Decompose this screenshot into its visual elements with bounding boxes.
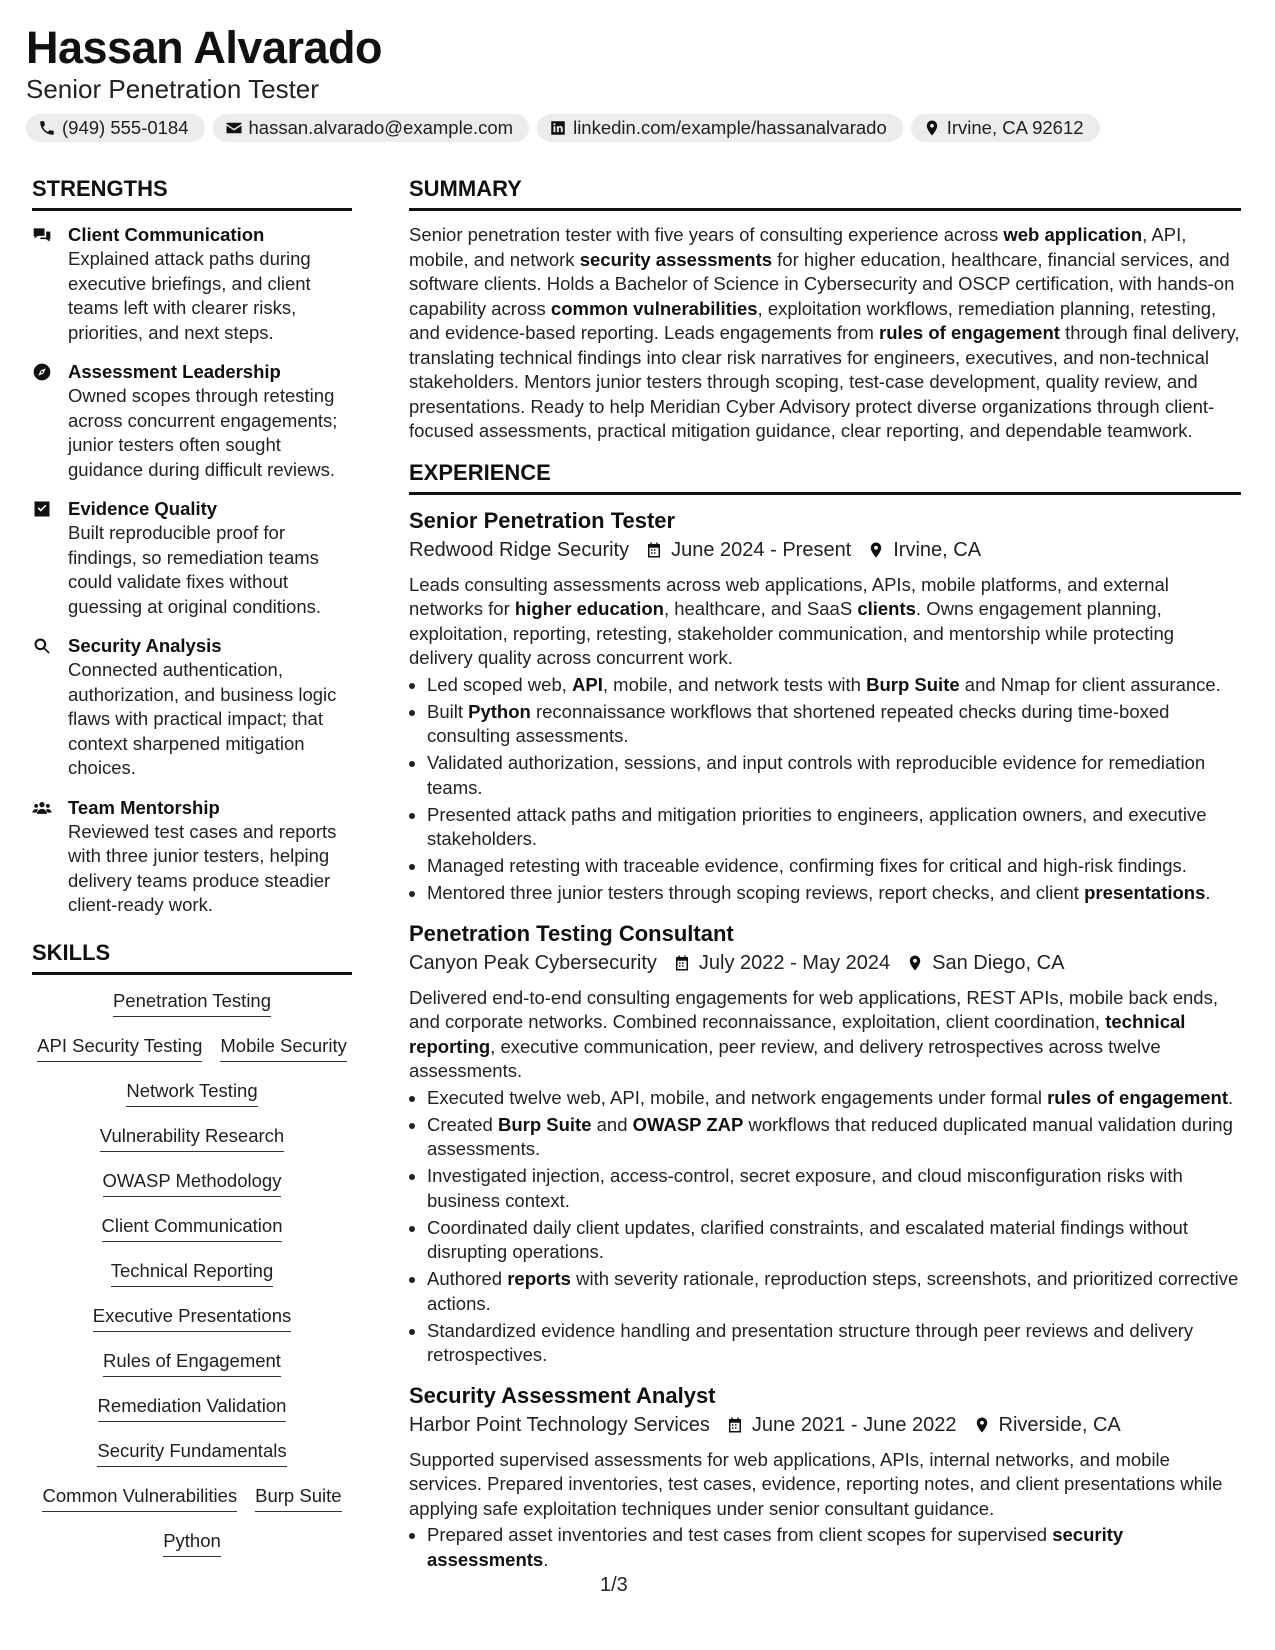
job-bullet: • Authored reports with severity rationale, reproduction steps, screenshots, and prioritized corrective actions. bbox=[427, 1267, 1241, 1316]
strength-title: Evidence Quality bbox=[68, 498, 218, 519]
strengths-heading: STRENGTHS bbox=[32, 176, 352, 211]
candidate-title: Senior Penetration Tester bbox=[26, 74, 319, 104]
job-meta bbox=[409, 948, 1241, 978]
job-location: Irvine, CA bbox=[893, 538, 982, 561]
map-pin-icon bbox=[867, 540, 885, 560]
strength-item bbox=[32, 634, 352, 781]
skill-tag: Common Vulnerabilities bbox=[42, 1484, 237, 1512]
job-title: Senior Penetration Tester bbox=[409, 507, 676, 533]
strength-item bbox=[32, 497, 352, 619]
contact-phone-text: (949) 555-0184 bbox=[62, 117, 189, 138]
job-bullet: • Built Python reconnaissance workflows that shortened repeated checks during time-boxed consulting assessments. bbox=[427, 700, 1241, 749]
contact-email[interactable] bbox=[213, 114, 530, 142]
calendar-icon bbox=[726, 1415, 744, 1435]
strength-item bbox=[32, 223, 352, 345]
contact-location-text: Irvine, CA 92612 bbox=[946, 117, 1084, 138]
job-entry bbox=[409, 1382, 1241, 1573]
skill-tag: Rules of Engagement bbox=[103, 1349, 281, 1377]
skill-tag: Client Communication bbox=[102, 1214, 283, 1242]
job-dates: July 2022 - May 2024 bbox=[698, 951, 891, 974]
calendar-icon bbox=[673, 953, 691, 973]
job-title: Security Assessment Analyst bbox=[409, 1382, 716, 1408]
job-company: Harbor Point Technology Services bbox=[409, 1413, 710, 1436]
skill-tag: Technical Reporting bbox=[111, 1259, 273, 1287]
page-number: 1/3 bbox=[600, 1574, 628, 1596]
map-pin-icon bbox=[923, 119, 941, 137]
skill-tag: API Security Testing bbox=[37, 1034, 202, 1062]
job-bullet: • Prepared asset inventories and test cases from client scopes for supervised security assessments. bbox=[427, 1523, 1241, 1572]
job-description: Delivered end-to-end consulting engagements for web applications, REST APIs, mobile back ends, and corporate networks. Combined reconnaissance, exploitation, client coordination, technical reporting, executive communication, peer review, and delivery retrospectives across twelve assessments. bbox=[409, 986, 1218, 1081]
skill-tag: Penetration Testing bbox=[113, 989, 271, 1017]
linkedin-icon bbox=[549, 119, 567, 137]
contact-location[interactable] bbox=[911, 114, 1100, 142]
job-bullets bbox=[409, 1523, 1241, 1572]
job-bullet: • Executed twelve web, API, mobile, and network engagements under formal rules of engagement. bbox=[427, 1086, 1241, 1111]
strength-title: Security Analysis bbox=[68, 635, 222, 656]
skill-tag: Remediation Validation bbox=[98, 1394, 287, 1422]
skill-tag: Vulnerability Research bbox=[100, 1124, 284, 1152]
job-bullet: • Investigated injection, access-control, secret exposure, and cloud misconfiguration risks with business context. bbox=[427, 1164, 1241, 1213]
skill-tag: Python bbox=[163, 1529, 221, 1557]
strength-title: Assessment Leadership bbox=[68, 361, 281, 382]
candidate-name: Hassan Alvarado bbox=[26, 22, 382, 73]
right-column bbox=[409, 176, 1241, 1586]
contact-phone[interactable] bbox=[26, 114, 205, 142]
job-company: Canyon Peak Cybersecurity bbox=[409, 951, 657, 974]
job-meta bbox=[409, 1410, 1241, 1440]
job-bullets bbox=[409, 1086, 1241, 1368]
job-bullet: • Managed retesting with traceable evidence, confirming fixes for critical and high-risk findings. bbox=[427, 854, 1241, 879]
job-description: Supported supervised assessments for web applications, APIs, internal networks, and mobile services. Prepared inventories, test cases, evidence, reporting notes, and client presentations while applying safe exploitation techniques under senior consultant guidance. bbox=[409, 1448, 1223, 1519]
strength-item bbox=[32, 796, 352, 918]
job-entry bbox=[409, 507, 1241, 906]
users-icon bbox=[32, 798, 52, 818]
skill-tag: OWASP Methodology bbox=[103, 1169, 282, 1197]
strength-desc: Connected authentication, authorization, and business logic flaws with practical impact; that context sharpened mitigation choices. bbox=[68, 659, 337, 778]
job-bullet: • Standardized evidence handling and presentation structure through peer reviews and delivery retrospectives. bbox=[427, 1319, 1241, 1368]
strength-desc: Reviewed test cases and reports with three junior testers, helping delivery teams produce steadier client-ready work. bbox=[68, 820, 337, 915]
strength-desc: Owned scopes through retesting across concurrent engagements; junior testers often sought guidance during difficult reviews. bbox=[68, 385, 338, 480]
summary-heading: SUMMARY bbox=[409, 176, 1241, 211]
job-bullet: • Validated authorization, sessions, and input controls with reproducible evidence for remediation teams. bbox=[427, 751, 1241, 800]
compass-icon bbox=[32, 362, 52, 382]
phone-icon bbox=[38, 119, 56, 137]
skill-tag: Network Testing bbox=[126, 1079, 257, 1107]
job-location: San Diego, CA bbox=[932, 951, 1065, 974]
skills-list bbox=[32, 989, 352, 1557]
magnifier-icon bbox=[32, 636, 52, 656]
contact-bar bbox=[26, 114, 1100, 142]
skill-tag: Security Fundamentals bbox=[97, 1439, 286, 1467]
job-location: Riverside, CA bbox=[998, 1413, 1121, 1436]
strength-title: Team Mentorship bbox=[68, 796, 220, 818]
job-company: Redwood Ridge Security bbox=[409, 538, 630, 561]
job-dates: June 2021 - June 2022 bbox=[751, 1413, 957, 1436]
summary-text: Senior penetration tester with five years of consulting experience across web application, API, mobile, and network security assessments for higher education, healthcare, financial services, and software clients. Holds a Bachelor of Science in Cybersecurity and OSCP certification, with hands-on capability across common vulnerabilities, exploitation workflows, remediation planning, retesting, and evidence-based reporting. Leads engagements from rules of engagement through final delivery, translating technical findings into clear risk narratives for engineers, executives, and non-technical stakeholders. Mentors junior testers through scoping, test-case development, quality review, and presentations. Ready to help Meridian Cyber Advisory protect diverse organizations through client-focused assessments, practical mitigation guidance, clear reporting, and dependable teamwork. bbox=[409, 224, 1240, 441]
strength-title: Client Communication bbox=[68, 224, 265, 245]
job-description: Leads consulting assessments across web applications, APIs, mobile platforms, and external networks for higher education, healthcare, and SaaS clients. Owns engagement planning, exploitation, reporting, retesting, stakeholder communication, and mentorship while protecting delivery quality across concurrent work. bbox=[409, 573, 1175, 668]
skill-tag: Burp Suite bbox=[255, 1484, 341, 1512]
contact-email-text: hassan.alvarado@example.com bbox=[248, 117, 514, 138]
skills-heading: SKILLS bbox=[32, 940, 352, 975]
envelope-icon bbox=[225, 119, 243, 137]
contact-linkedin-text: linkedin.com/example/hassanalvarado bbox=[573, 117, 887, 138]
job-bullet: • Mentored three junior testers through scoping reviews, report checks, and client presentations. bbox=[427, 881, 1241, 906]
job-bullet: • Created Burp Suite and OWASP ZAP workflows that reduced duplicated manual validation during assessments. bbox=[427, 1113, 1241, 1162]
strength-desc: Built reproducible proof for findings, so remediation teams could validate fixes without guessing at original conditions. bbox=[68, 522, 321, 617]
experience-heading: EXPERIENCE bbox=[409, 460, 1241, 495]
calendar-icon bbox=[645, 540, 663, 560]
job-bullet: • Presented attack paths and mitigation priorities to engineers, application owners, and executive stakeholders. bbox=[427, 803, 1241, 852]
left-column bbox=[32, 176, 352, 1557]
job-meta bbox=[409, 535, 1241, 565]
map-pin-icon bbox=[906, 953, 924, 973]
contact-linkedin[interactable] bbox=[537, 114, 903, 142]
job-bullets bbox=[409, 673, 1241, 906]
map-pin-icon bbox=[973, 1415, 991, 1435]
job-title: Penetration Testing Consultant bbox=[409, 920, 734, 946]
strength-desc: Explained attack paths during executive briefings, and client teams left with clearer risks, priorities, and next steps. bbox=[68, 248, 311, 343]
strength-item bbox=[32, 360, 352, 482]
job-bullet: • Coordinated daily client updates, clarified constraints, and escalated material findings without disrupting operations. bbox=[427, 1216, 1241, 1265]
checkbox-icon bbox=[32, 499, 52, 519]
skill-tag: Executive Presentations bbox=[93, 1304, 291, 1332]
job-entry bbox=[409, 920, 1241, 1368]
chat-bubbles-icon bbox=[32, 225, 52, 245]
skill-tag: Mobile Security bbox=[220, 1034, 346, 1062]
job-bullet: • Led scoped web, API, mobile, and network tests with Burp Suite and Nmap for client assurance. bbox=[427, 673, 1241, 698]
job-dates: June 2024 - Present bbox=[671, 538, 852, 561]
experience-list bbox=[409, 507, 1241, 1573]
